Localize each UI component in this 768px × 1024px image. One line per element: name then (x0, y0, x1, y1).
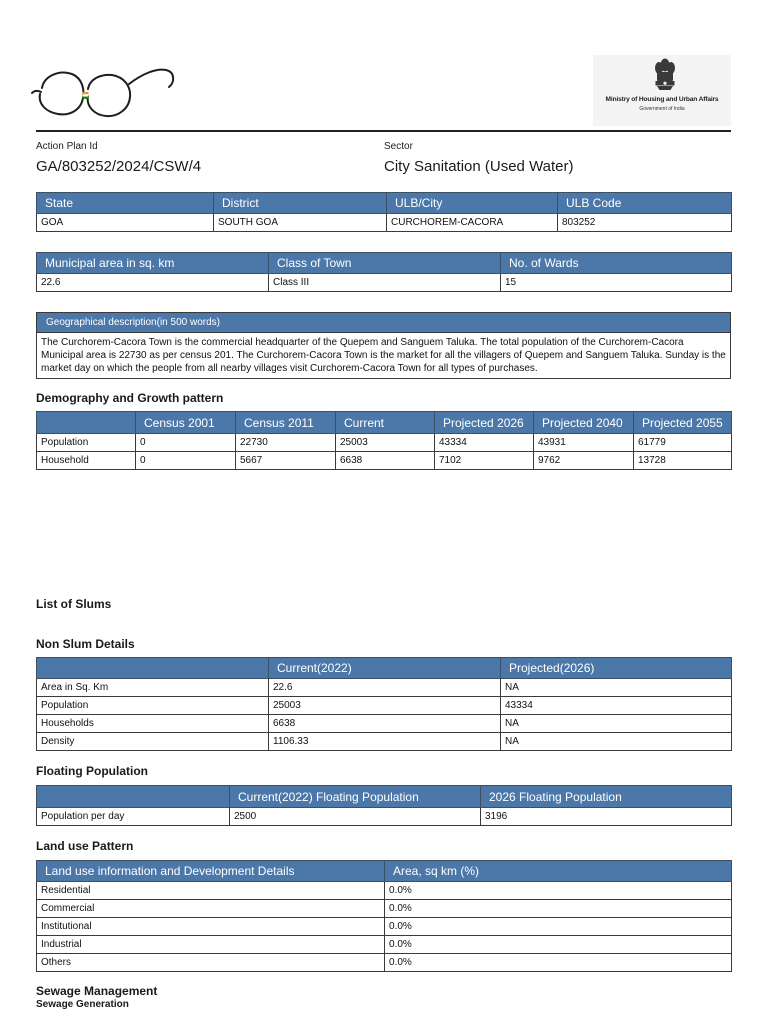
action-plan-id-value: GA/803252/2024/CSW/4 (36, 158, 202, 175)
temple-arm-icon (129, 70, 173, 87)
cell-class-of-town: Class III (269, 274, 501, 292)
table-row (37, 900, 732, 918)
header-2026-floating: 2026 Floating Population (481, 786, 732, 808)
land-use-table-body (37, 861, 732, 972)
table-row (37, 679, 732, 697)
table-cell: 6638 (336, 452, 435, 470)
header-projected-2026: Projected 2026 (435, 412, 534, 434)
table-cell: 2500 (230, 808, 481, 826)
row-label: Commercial (37, 900, 385, 918)
table-row (37, 936, 732, 954)
floating-population-table-body (37, 786, 732, 826)
header-state: State (37, 193, 214, 214)
table-cell: 61779 (634, 434, 732, 452)
cell-no-of-wards: 15 (501, 274, 732, 292)
table-cell: 0.0% (385, 900, 732, 918)
cell-state: GOA (37, 214, 214, 232)
row-label: Institutional (37, 918, 385, 936)
table-cell: 43334 (501, 697, 732, 715)
table-row (37, 274, 732, 292)
cell-district: SOUTH GOA (214, 214, 387, 232)
tricolor-white (83, 94, 89, 96)
table-cell: 0.0% (385, 936, 732, 954)
table-row (37, 452, 732, 470)
table-cell: 22730 (236, 434, 336, 452)
sector-label: Sector (384, 141, 413, 152)
ministry-name: Ministry of Housing and Urban Affairs (605, 96, 719, 103)
table-cell: 0.0% (385, 954, 732, 972)
header-divider (36, 130, 731, 132)
header-current-floating: Current(2022) Floating Population (230, 786, 481, 808)
header-ulb-code: ULB Code (558, 193, 732, 214)
table-row (37, 697, 732, 715)
sector-value: City Sanitation (Used Water) (384, 158, 574, 175)
demography-table (36, 411, 732, 470)
municipal-table-body (37, 253, 732, 292)
header-projected-2026: Projected(2026) (501, 658, 732, 679)
header-class-of-town: Class of Town (269, 253, 501, 274)
table-row (37, 954, 732, 972)
glasses-icon (32, 70, 173, 116)
row-label: Population (37, 697, 269, 715)
table-cell: 43334 (435, 434, 534, 452)
table-cell: NA (501, 733, 732, 751)
land-use-title: Land use Pattern (36, 839, 134, 853)
row-label: Others (37, 954, 385, 972)
header-district: District (214, 193, 387, 214)
table-cell: 0.0% (385, 918, 732, 936)
table-cell: 9762 (534, 452, 634, 470)
header-no-of-wards: No. of Wards (501, 253, 732, 274)
header-land-use-info: Land use information and Development Details (37, 861, 385, 882)
geo-description-text: The Curchorem-Cacora Town is the commercial headquarter of the Quepem and Sanguem Taluka. The total population of the Curchorem-Cacora Municipal area is 22730 as per census 201. The Curchorem-Cacora Town is the market for all the villagers of Quepem and Sanguem Taluka. Sunday is the market day on which the people from all nearby villages visit Curchorem-Cacora Town for all types of purchases. (36, 332, 731, 379)
row-label: Population (37, 434, 136, 452)
table-row (37, 882, 732, 900)
government-name: Government of India (639, 106, 685, 112)
row-label: Residential (37, 882, 385, 900)
table-row (37, 918, 732, 936)
national-emblem-icon (653, 57, 677, 93)
floating-population-title: Floating Population (36, 764, 148, 778)
floating-population-table (36, 785, 732, 826)
table-header-row (37, 861, 732, 882)
table-row (37, 214, 732, 232)
table-cell: 0 (136, 434, 236, 452)
demography-title: Demography and Growth pattern (36, 391, 224, 405)
swachh-bharat-logo (30, 62, 180, 127)
non-slum-title: Non Slum Details (36, 637, 135, 651)
header-blank (37, 786, 230, 808)
table-cell: 7102 (435, 452, 534, 470)
header-area-percent: Area, sq km (%) (385, 861, 732, 882)
table-cell: 25003 (269, 697, 501, 715)
header-municipal-area: Municipal area in sq. km (37, 253, 269, 274)
table-cell: 0.0% (385, 882, 732, 900)
header-census-2001: Census 2001 (136, 412, 236, 434)
table-cell: 3196 (481, 808, 732, 826)
right-lens-icon (88, 75, 130, 116)
row-label: Area in Sq. Km (37, 679, 269, 697)
municipal-table (36, 252, 732, 292)
cell-ulb-city: CURCHOREM-CACORA (387, 214, 558, 232)
table-cell: 5667 (236, 452, 336, 470)
location-table (36, 192, 732, 232)
header-ulb-city: ULB/City (387, 193, 558, 214)
land-use-table (36, 860, 732, 972)
table-cell: 1106.33 (269, 733, 501, 751)
left-lens-icon (40, 73, 84, 115)
sewage-generation-subtitle: Sewage Generation (36, 999, 129, 1010)
cell-municipal-area: 22.6 (37, 274, 269, 292)
table-cell: 13728 (634, 452, 732, 470)
table-row (37, 733, 732, 751)
table-row (37, 715, 732, 733)
table-header-row (37, 193, 732, 214)
table-cell: 25003 (336, 434, 435, 452)
row-label: Density (37, 733, 269, 751)
table-cell: NA (501, 715, 732, 733)
table-row (37, 808, 732, 826)
header-projected-2055: Projected 2055 (634, 412, 732, 434)
list-of-slums-title: List of Slums (36, 597, 112, 611)
row-label: Household (37, 452, 136, 470)
header-current-2022: Current(2022) (269, 658, 501, 679)
sewage-management-title: Sewage Management (36, 984, 158, 998)
table-cell: 22.6 (269, 679, 501, 697)
header-projected-2040: Projected 2040 (534, 412, 634, 434)
table-cell: 0 (136, 452, 236, 470)
non-slum-table (36, 657, 732, 751)
demography-table-body (37, 412, 732, 470)
table-header-row (37, 412, 732, 434)
non-slum-table-body (37, 658, 732, 751)
location-table-body (37, 193, 732, 232)
table-cell: 43931 (534, 434, 634, 452)
table-row (37, 434, 732, 452)
row-label: Population per day (37, 808, 230, 826)
header-blank (37, 658, 269, 679)
table-header-row (37, 253, 732, 274)
table-header-row (37, 786, 732, 808)
action-plan-id-label: Action Plan Id (36, 141, 98, 152)
row-label: Industrial (37, 936, 385, 954)
table-cell: 6638 (269, 715, 501, 733)
header-blank (37, 412, 136, 434)
row-label: Households (37, 715, 269, 733)
header-current: Current (336, 412, 435, 434)
table-header-row (37, 658, 732, 679)
tricolor-saffron (83, 92, 89, 94)
geo-description-header: Geographical description(in 500 words) (36, 312, 731, 333)
tricolor-green (83, 97, 89, 99)
left-temple-icon (32, 91, 41, 93)
table-cell: NA (501, 679, 732, 697)
cell-ulb-code: 803252 (558, 214, 732, 232)
header-census-2011: Census 2011 (236, 412, 336, 434)
